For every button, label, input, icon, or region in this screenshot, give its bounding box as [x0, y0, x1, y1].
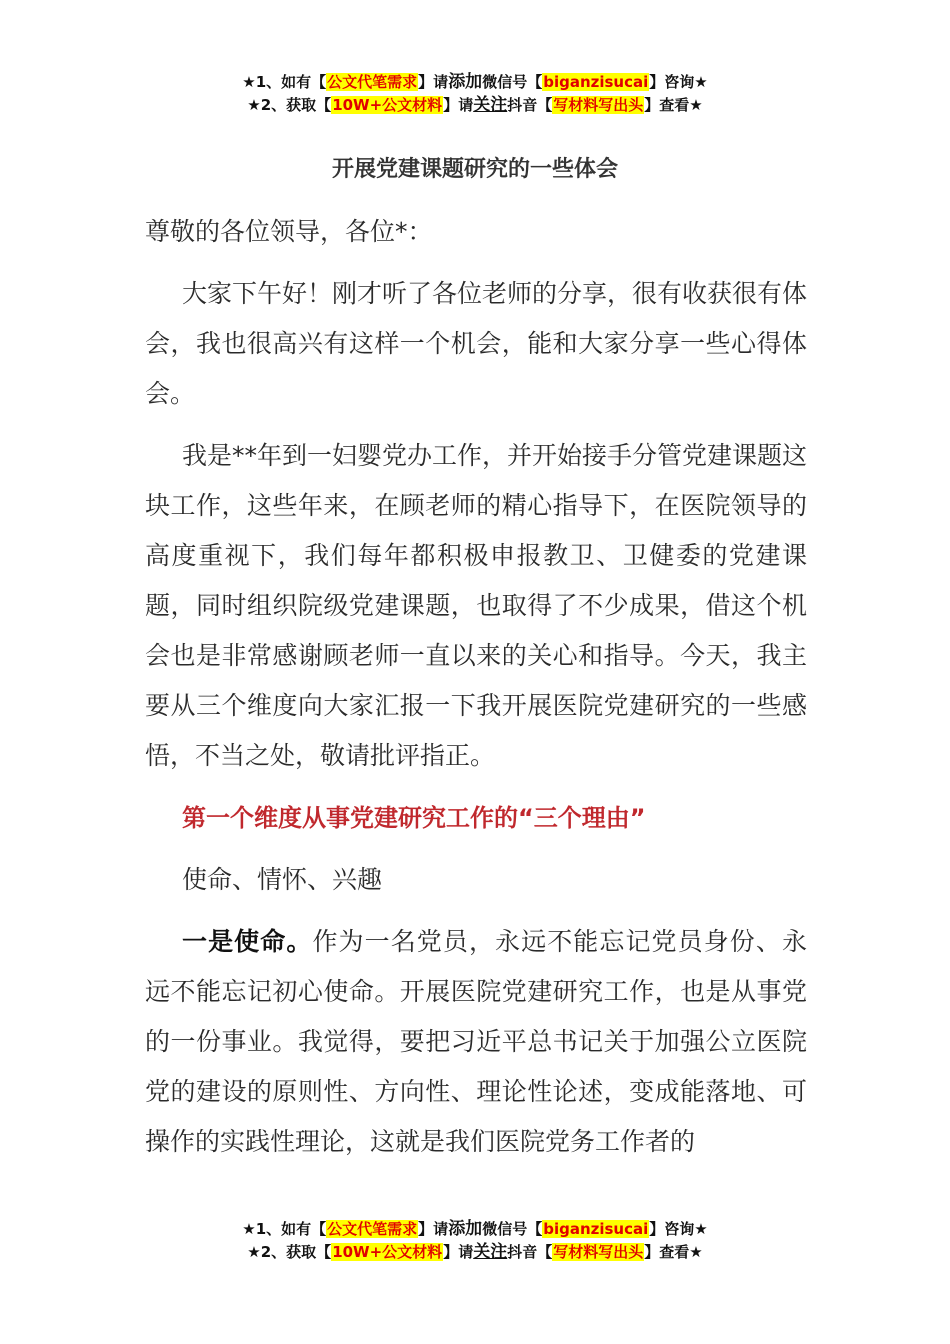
- paragraph-background: 我是**年到一妇婴党办工作，并开始接手分管党建课题这块工作，这些年来，在顾老师的精心指导下，在医院领导的高度重视下，我们每年都积极申报教卫、卫健委的党建课题，同时组织院级党建课题，也取得了不少成果，借这个机会也是非常感谢顾老师一直以来的关心和指导。今天，我主要从三个维度向大家汇报一下我开展医院党建研究的一些感悟，不当之处，敬请批评指正。: [145, 441, 808, 770]
- wechat-id-highlight: biganzisucai: [543, 1220, 649, 1238]
- banner-text: ★1、如有【: [242, 1220, 327, 1238]
- banner-highlight: 公文代笔需求: [327, 73, 418, 91]
- banner-text: 】请: [418, 1220, 449, 1238]
- banner-emphasis: 添加: [448, 72, 483, 92]
- banner-emphasis: 关注: [473, 95, 508, 115]
- banner-text: 】请: [418, 73, 449, 91]
- banner-highlight: 10W+公文材料: [332, 96, 443, 114]
- banner-text: 】咨询★: [649, 1220, 708, 1238]
- paragraph-greeting: 大家下午好！刚才听了各位老师的分享，很有收获很有体会，我也很高兴有这样一个机会，能和大家分享一些心得体会。: [145, 279, 808, 408]
- paragraph-mission: [145, 917, 807, 1167]
- banner-text: ★1、如有【: [242, 73, 327, 91]
- banner-emphasis: 关注: [473, 1242, 508, 1262]
- section-heading: 第一个维度从事党建研究工作的“三个理由”: [182, 804, 646, 832]
- footer-banner: [0, 1218, 950, 1264]
- salutation: 尊敬的各位领导，各位*：: [145, 217, 433, 246]
- document-body: [145, 207, 807, 1167]
- banner-text: 微信号【: [482, 73, 543, 91]
- paragraph-lead: 一是使命。: [182, 927, 313, 956]
- banner-text: 】查看★: [644, 1243, 703, 1261]
- banner-text: 抖音【: [507, 96, 553, 114]
- footer-line-1: [0, 1218, 950, 1241]
- header-banner: [0, 71, 950, 117]
- banner-text: 】请: [443, 1243, 474, 1261]
- banner-line-1: [0, 71, 950, 94]
- banner-text: ★2、获取【: [247, 96, 332, 114]
- banner-highlight: 10W+公文材料: [332, 1243, 443, 1261]
- banner-emphasis: 添加: [448, 1219, 483, 1239]
- paragraph-text: 作为一名党员，永远不能忘记党员身份、永远不能忘记初心使命。开展医院党建研究工作，也是从事党的一份事业。我觉得，要把习近平总书记关于加强公立医院党的建设的原则性、方向性、理论性论述，变成能落地、可操作的实践性理论，这就是我们医院党务工作者的: [145, 927, 807, 1156]
- banner-text: 】请: [443, 96, 474, 114]
- document-title: 开展党建课题研究的一些体会: [331, 157, 618, 182]
- douyin-id-highlight: 写材料写出头: [553, 1243, 644, 1261]
- douyin-id-highlight: 写材料写出头: [553, 96, 644, 114]
- banner-line-2: [0, 94, 950, 117]
- banner-highlight: 公文代笔需求: [327, 1220, 418, 1238]
- banner-text: ★2、获取【: [247, 1243, 332, 1261]
- wechat-id-highlight: biganzisucai: [543, 73, 649, 91]
- banner-text: 抖音【: [507, 1243, 553, 1261]
- banner-text: 微信号【: [482, 1220, 543, 1238]
- footer-line-2: [0, 1241, 950, 1264]
- banner-text: 】查看★: [644, 96, 703, 114]
- section-subtitle: 使命、情怀、兴趣: [182, 865, 383, 894]
- banner-text: 】咨询★: [649, 73, 708, 91]
